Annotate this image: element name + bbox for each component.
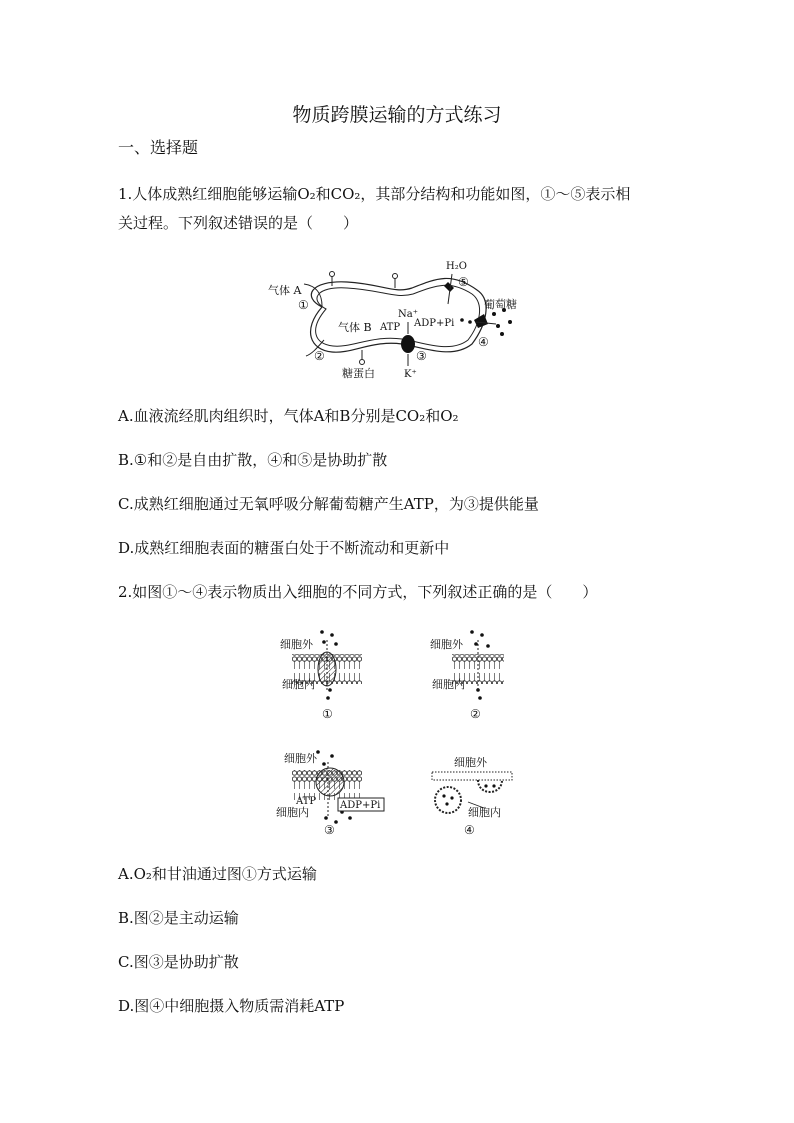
num-4: ④ xyxy=(478,335,489,349)
q1-option-d: D.成熟红细胞表面的糖蛋白处于不断流动和更新中 xyxy=(118,539,450,557)
label-k: K⁺ xyxy=(404,369,417,380)
p4-num: ④ xyxy=(464,823,475,837)
section-heading: 一、选择题 xyxy=(118,138,199,157)
q1-option-a: A.血液流经肌肉组织时，气体A和B分别是CO₂和O₂ xyxy=(118,407,459,425)
p3-num: ③ xyxy=(324,823,335,837)
q2-option-a: A.O₂和甘油通过图①方式运输 xyxy=(118,865,317,883)
q1-option-c: C.成熟红细胞通过无氧呼吸分解葡萄糖产生ATP，为③提供能量 xyxy=(118,495,539,513)
p2-outside: 细胞外 xyxy=(430,638,463,651)
panel-4 xyxy=(432,755,512,837)
q1-stem-line2: 关过程。下列叙述错误的是（ ） xyxy=(118,214,359,232)
p1-inside: 细胞内 xyxy=(282,678,315,691)
q1-option-b: B.①和②是自由扩散，④和⑤是协助扩散 xyxy=(118,451,388,469)
p4-inside: 细胞内 xyxy=(468,806,501,819)
label-atp: ATP xyxy=(380,322,401,333)
water-channel xyxy=(444,282,454,292)
sodium-potassium-pump xyxy=(401,335,415,353)
p3-inside: 细胞内 xyxy=(276,806,309,819)
q2-transport-figure xyxy=(272,626,522,842)
num-2: ② xyxy=(314,349,325,363)
p2-inside: 细胞内 xyxy=(432,678,465,691)
label-na: Na⁺ xyxy=(398,309,418,320)
panel-1 xyxy=(280,630,362,721)
label-glycoprotein: 糖蛋白 xyxy=(342,367,375,380)
num-3: ③ xyxy=(416,349,427,363)
p2-num: ② xyxy=(470,707,481,721)
page-title: 物质跨膜运输的方式练习 xyxy=(292,104,502,126)
label-adp: ADP+Pi xyxy=(414,318,455,329)
q2-option-c: C.图③是协助扩散 xyxy=(118,953,239,971)
p3-adp: ADP+Pi xyxy=(340,800,381,811)
p3-atp: ATP xyxy=(296,796,317,807)
num-1: ① xyxy=(298,298,309,312)
panel-3 xyxy=(276,750,384,837)
num-5: ⑤ xyxy=(458,275,469,289)
p1-outside: 细胞外 xyxy=(280,638,313,651)
panel-2 xyxy=(430,630,504,721)
p4-outside: 细胞外 xyxy=(454,756,487,769)
label-glucose: 葡萄糖 xyxy=(484,298,517,311)
p1-num: ① xyxy=(322,707,333,721)
label-h2o: H₂O xyxy=(446,261,467,272)
label-gas-b: 气体 B xyxy=(338,321,372,334)
label-gas-a: 气体 A xyxy=(268,284,302,297)
q1-stem-line1: 1.人体成熟红细胞能够运输O₂和CO₂，其部分结构和功能如图，①～⑤表示相 xyxy=(118,185,631,203)
q2-option-b: B.图②是主动运输 xyxy=(118,909,239,927)
glycoprotein-marks xyxy=(330,272,401,365)
q1-red-cell-figure xyxy=(262,252,532,384)
q2-stem: 2.如图①～④表示物质出入细胞的不同方式，下列叙述正确的是（ ） xyxy=(118,583,598,601)
q2-option-d: D.图④中细胞摄入物质需消耗ATP xyxy=(118,997,345,1015)
p3-outside: 细胞外 xyxy=(284,752,317,765)
